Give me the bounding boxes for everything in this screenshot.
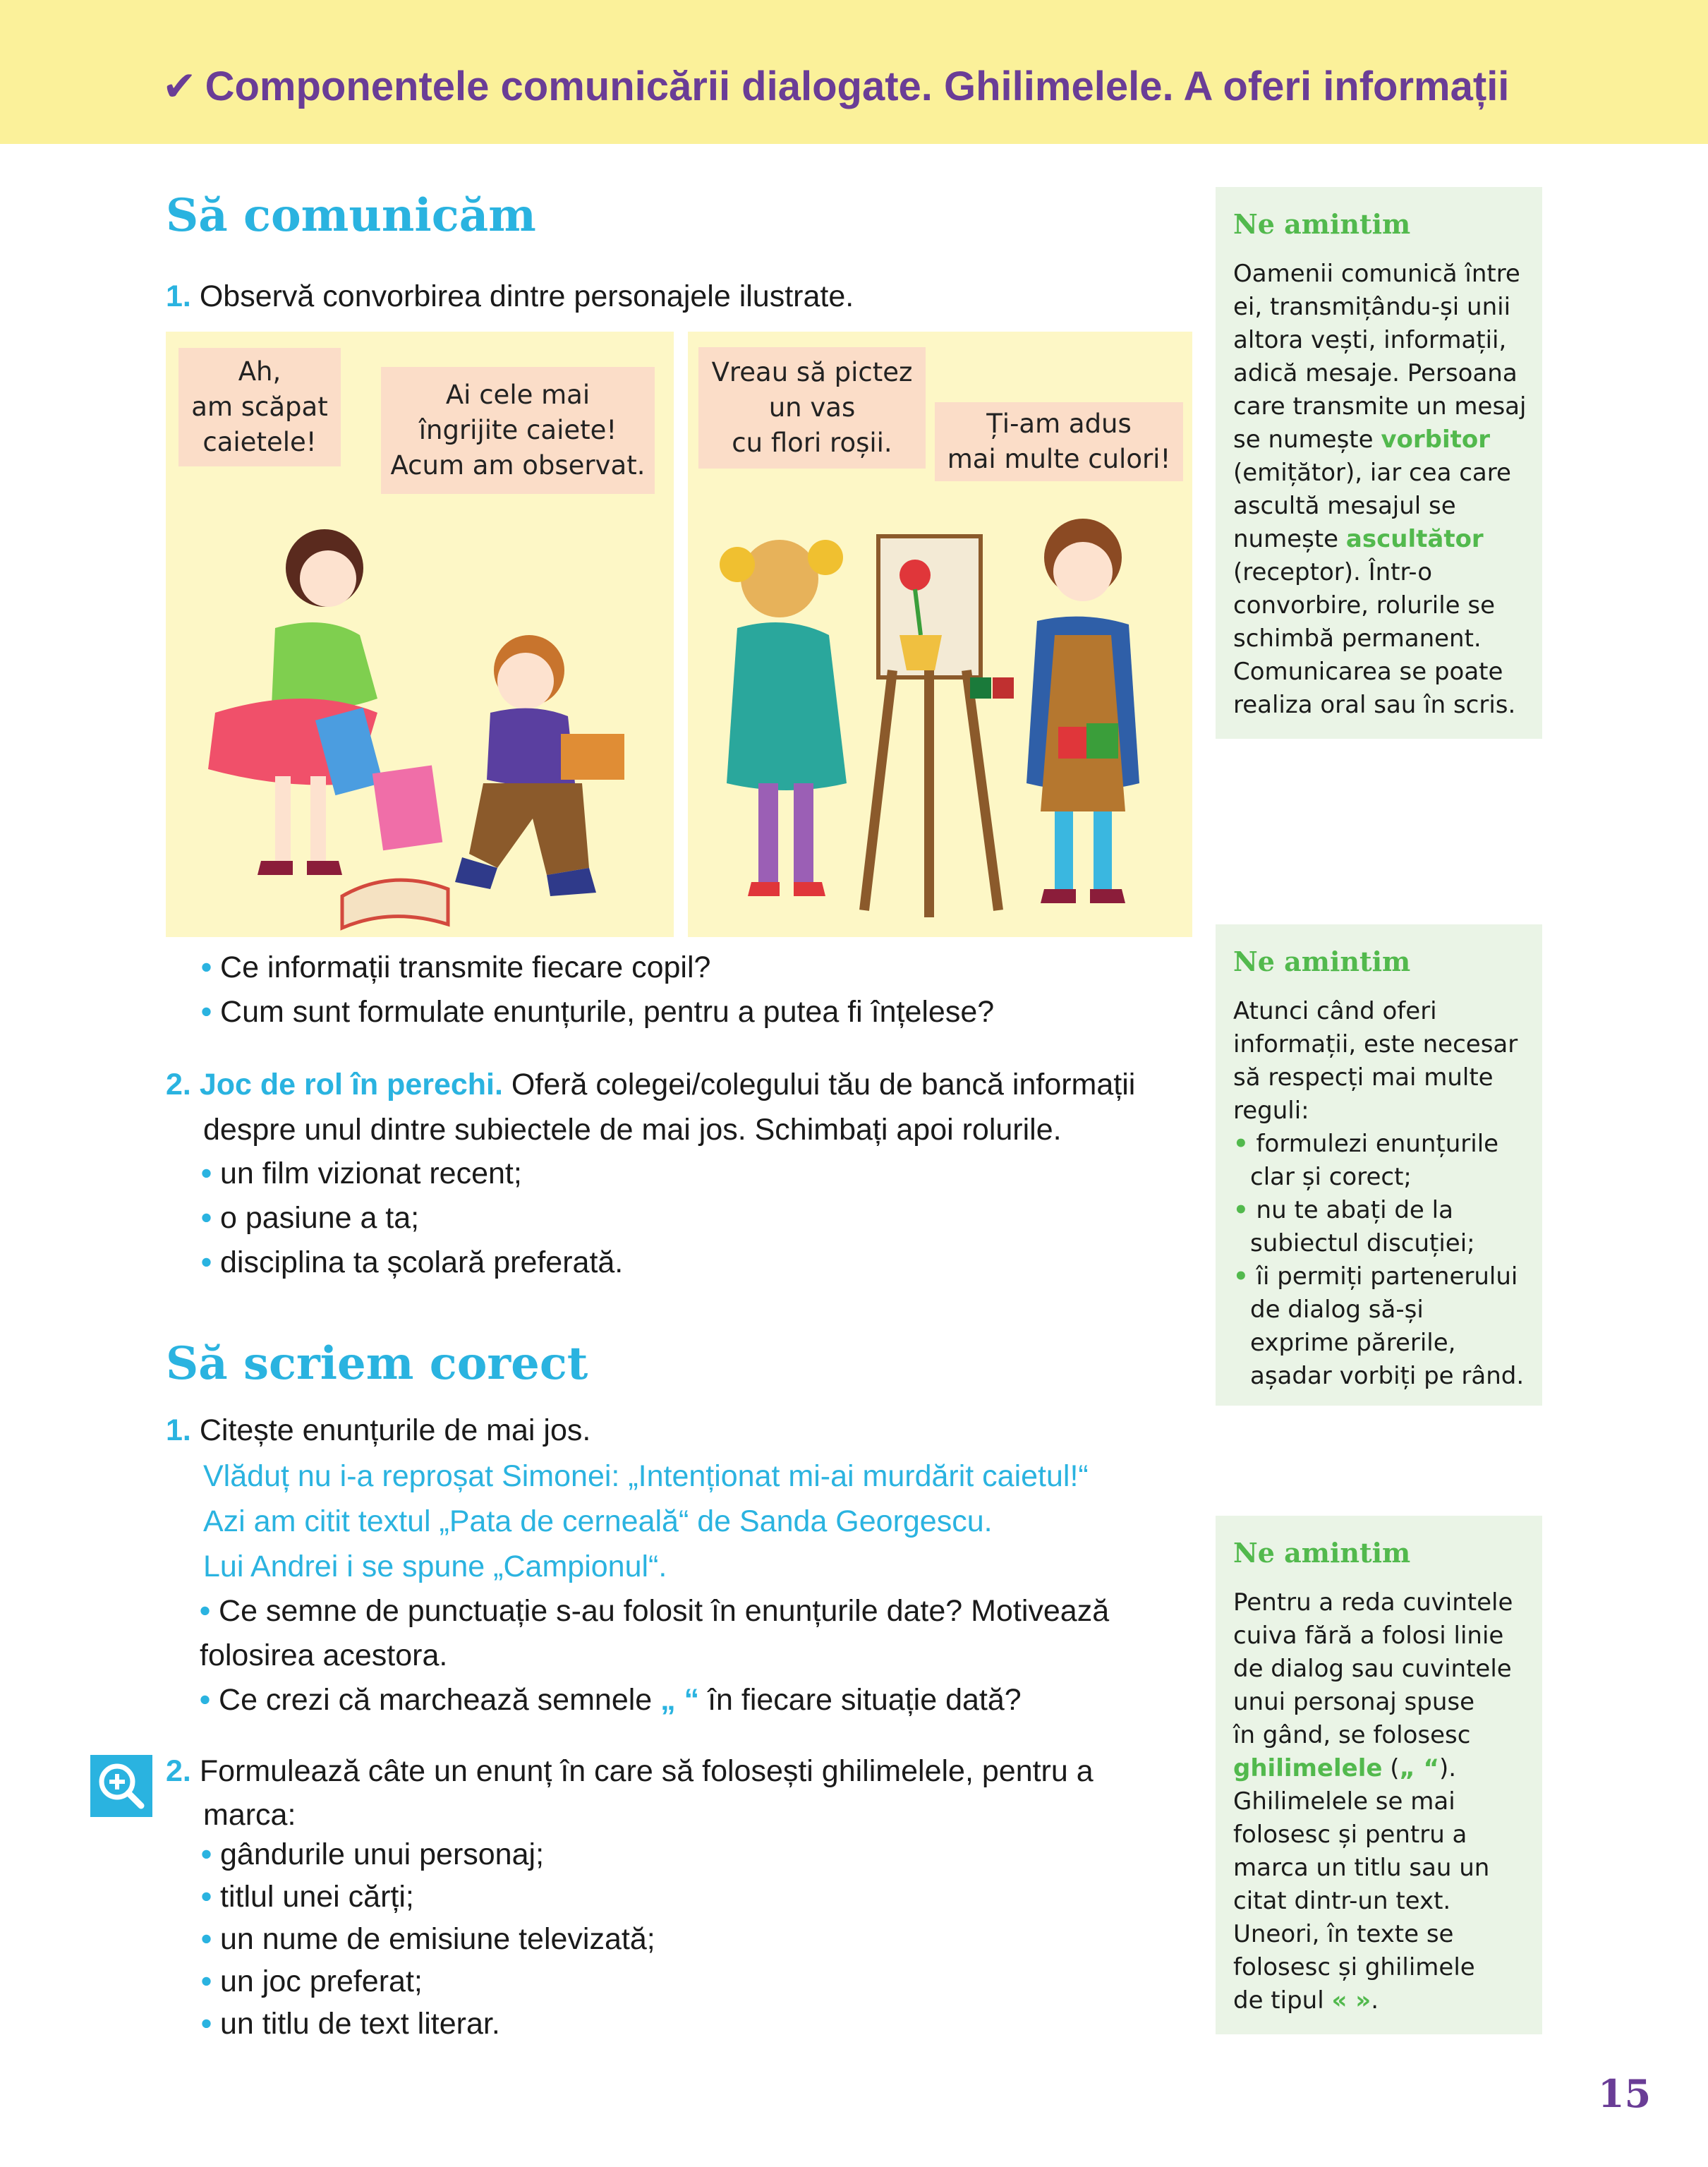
exercise-2-instruction: 2. Joc de rol în perechi. Oferă colegei/colegului tău de bancă informații xyxy=(166,1068,1136,1101)
list-item: • un nume de emisiune televizată; xyxy=(201,1922,655,1956)
exercise-2-instruction-cont: despre unul dintre subiectele de mai jos. Schimbați apoi rolurile. xyxy=(203,1113,1062,1147)
note-title: Ne amintim xyxy=(1233,208,1411,240)
list-item-cont: folosirea acestora. xyxy=(200,1638,448,1672)
s2-exercise-2-instruction: 2. Formulează câte un enunț în care să folosești ghilimelele, pentru a xyxy=(166,1754,1094,1788)
section-heading-write-correctly: Să scriem corect xyxy=(166,1337,588,1390)
page-number: 15 xyxy=(1598,2071,1652,2116)
zoom-in-icon[interactable] xyxy=(90,1755,152,1817)
note-body: Atunci când oferi informații, este necesar să respecți mai multe reguli: • formulezi enunțurile clar și corect; • nu te abați de la subiectul discuției; • îi permiți partenerului de dialog să-și exprime părerile, așadar vorbiți pe rând. xyxy=(1233,997,1525,1390)
list-item: • Ce informații transmite fiecare copil? xyxy=(201,950,711,984)
exercise-2-list xyxy=(201,1152,623,1285)
list-item: • gândurile unui personaj; xyxy=(201,1837,545,1871)
note-box-communication xyxy=(1216,187,1542,739)
speech-bubble-dropped: Ah, am scăpat caietele! xyxy=(178,348,341,466)
example-sentence: Vlăduț nu i-a reproșat Simonei: „Intenționat mi-ai murdărit caietul!“ xyxy=(203,1459,1089,1493)
speech-bubble-notebooks: Ai cele mai îngrijite caiete! Acum am observat. xyxy=(381,367,655,494)
list-item: • Ce crezi că marchează semnele „ “ în fiecare situație dată? xyxy=(200,1683,1022,1717)
check-icon: ✔ xyxy=(162,64,197,109)
term-speaker: vorbitor xyxy=(1381,425,1491,454)
term-quotation-marks: ghilimelele xyxy=(1233,1754,1383,1782)
s2-exercise-1-questions xyxy=(200,1589,1109,1722)
boy-apron-figure xyxy=(1026,519,1139,903)
list-item: • Cum sunt formulate enunțurile, pentru a putea fi înțelese? xyxy=(201,995,995,1029)
s2-exercise-2-list xyxy=(201,1833,655,2045)
list-item: • o pasiune a ta; xyxy=(201,1201,420,1235)
list-item: • disciplina ta școlară preferată. xyxy=(201,1245,624,1279)
example-sentence: Azi am citit textul „Pata de cerneală“ de Sanda Georgescu. xyxy=(203,1504,993,1538)
girl-painter-figure xyxy=(720,540,847,896)
list-item: • un titlu de text literar. xyxy=(201,2007,500,2041)
boy-figure xyxy=(455,635,624,896)
s2-exercise-1-instruction: 1. Citește enunțurile de mai jos. xyxy=(166,1413,591,1447)
speech-bubble-paint: Vreau să pictez un vas cu flori roșii. xyxy=(698,347,926,469)
s2-example-sentences xyxy=(203,1454,1089,1589)
girl-figure xyxy=(208,529,383,875)
example-sentence: Lui Andrei i se spune „Campionul“. xyxy=(203,1550,667,1583)
term-listener: ascultător xyxy=(1345,525,1484,553)
note-box-rules xyxy=(1216,924,1542,1406)
page-title: ✔ Componentele comunicării dialogate. Ghilimelele. A oferi informații xyxy=(162,64,1510,109)
exercise-1-instruction: 1. Observă convorbirea dintre personajele ilustrate. xyxy=(166,279,854,313)
list-item: • titlul unei cărți; xyxy=(201,1880,414,1914)
note-title: Ne amintim xyxy=(1233,1537,1411,1569)
note-body: Oamenii comunică între ei, transmițându-și unii altora vești, informații, adică mesaje. Persoana care transmite un mesaj se numește vorbitor (emițător), iar cea care ascultă mesajul se numește ascultător (receptor). Într-o convorbire, rolurile se schimbă permanent. Comunicarea se poate realiza oral sau în scris. xyxy=(1233,260,1527,719)
exercise-1-questions xyxy=(201,946,994,1034)
section-heading-communicate: Să comunicăm xyxy=(166,189,536,242)
easel-figure xyxy=(864,536,1014,917)
note-title: Ne amintim xyxy=(1233,946,1411,977)
list-item: • un film vizionat recent; xyxy=(201,1157,522,1190)
speech-bubble-colors: Ți-am adus mai multe culori! xyxy=(935,402,1183,481)
s2-exercise-2-instruction-cont: marca: xyxy=(203,1798,296,1832)
note-box-quotation-marks xyxy=(1216,1516,1542,2034)
note-body: Pentru a reda cuvintele cuiva fără a folosi linie de dialog sau cuvintele unui personaj spuse în gând, se folosesc ghilimelele („ “). Ghilimelele se mai folosesc și pentru a marca un titlu sau un citat dintr-un text. Uneori, în texte se folosesc și ghilimele de tipul « ». xyxy=(1233,1588,1513,2015)
list-item: • Ce semne de punctuație s-au folosit în enunțurile date? Motivează xyxy=(200,1594,1110,1628)
list-item: • un joc preferat; xyxy=(201,1964,423,1998)
